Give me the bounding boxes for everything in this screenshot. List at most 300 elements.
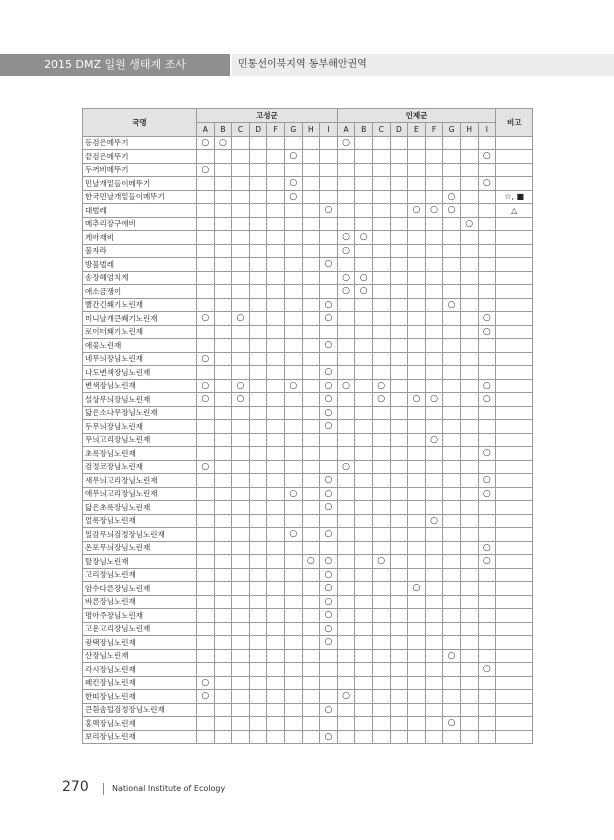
empty-cell (425, 177, 443, 191)
empty-cell (443, 582, 461, 596)
empty-cell (337, 649, 355, 663)
empty-cell (390, 420, 408, 434)
note-cell (496, 352, 533, 366)
presence-mark: ○ (478, 663, 496, 677)
note-cell (496, 393, 533, 407)
empty-cell (249, 150, 267, 164)
note-cell (496, 487, 533, 501)
species-name: 두무늬장님노린재 (83, 420, 197, 434)
footer-institute: National Institute of Ecology (112, 784, 226, 793)
species-name: 홍맥장님노린재 (83, 717, 197, 731)
empty-cell (267, 406, 285, 420)
presence-mark: ○ (320, 528, 338, 542)
empty-cell (249, 393, 267, 407)
empty-cell (460, 433, 478, 447)
empty-cell (284, 433, 302, 447)
empty-cell (320, 460, 338, 474)
empty-cell (443, 622, 461, 636)
empty-cell (302, 271, 320, 285)
empty-cell (408, 541, 426, 555)
empty-cell (460, 636, 478, 650)
note-cell (496, 150, 533, 164)
empty-cell (284, 649, 302, 663)
empty-cell (425, 298, 443, 312)
empty-cell (302, 136, 320, 150)
empty-cell (408, 150, 426, 164)
empty-cell (249, 136, 267, 150)
empty-cell (372, 136, 390, 150)
table-row (83, 352, 533, 366)
empty-cell (390, 217, 408, 231)
empty-cell (425, 595, 443, 609)
species-name: 게아재비 (83, 231, 197, 245)
empty-cell (302, 339, 320, 353)
empty-cell (232, 244, 250, 258)
empty-cell (197, 258, 215, 272)
empty-cell (232, 595, 250, 609)
empty-cell (337, 582, 355, 596)
empty-cell (460, 649, 478, 663)
empty-cell (337, 352, 355, 366)
empty-cell (390, 460, 408, 474)
empty-cell (249, 676, 267, 690)
empty-cell (337, 339, 355, 353)
presence-mark: ○ (197, 352, 215, 366)
species-name: 한국민날개밑들이메뚜기 (83, 190, 197, 204)
empty-cell (390, 649, 408, 663)
page-header-subtitle: 민통선이북지역 동부해안권역 (238, 59, 367, 70)
empty-cell (302, 541, 320, 555)
empty-cell (390, 406, 408, 420)
empty-cell (249, 163, 267, 177)
species-name: 닮은소나무장님노린재 (83, 406, 197, 420)
empty-cell (372, 366, 390, 380)
empty-cell (372, 298, 390, 312)
empty-cell (267, 460, 285, 474)
empty-cell (478, 298, 496, 312)
empty-cell (390, 501, 408, 515)
empty-cell (232, 541, 250, 555)
empty-cell (372, 568, 390, 582)
empty-cell (390, 609, 408, 623)
empty-cell (443, 406, 461, 420)
empty-cell (214, 231, 232, 245)
table-row (83, 433, 533, 447)
empty-cell (355, 636, 373, 650)
table-row (83, 150, 533, 164)
empty-cell (267, 690, 285, 704)
empty-cell (355, 609, 373, 623)
empty-cell (390, 231, 408, 245)
page-number: 270 (62, 779, 89, 795)
empty-cell (267, 595, 285, 609)
empty-cell (460, 406, 478, 420)
presence-mark: ○ (425, 393, 443, 407)
empty-cell (408, 622, 426, 636)
empty-cell (302, 393, 320, 407)
empty-cell (337, 717, 355, 731)
empty-cell (355, 393, 373, 407)
species-name: 암수다른장님노린재 (83, 582, 197, 596)
empty-cell (478, 460, 496, 474)
empty-cell (214, 690, 232, 704)
empty-cell (443, 514, 461, 528)
empty-cell (249, 474, 267, 488)
note-cell (496, 595, 533, 609)
empty-cell (372, 609, 390, 623)
empty-cell (460, 352, 478, 366)
empty-cell (284, 663, 302, 677)
table-row (83, 406, 533, 420)
empty-cell (302, 487, 320, 501)
site-header-inje-i: I (478, 123, 496, 137)
empty-cell (460, 379, 478, 393)
empty-cell (425, 528, 443, 542)
empty-cell (460, 298, 478, 312)
empty-cell (460, 528, 478, 542)
species-name: 탈장님노린재 (83, 555, 197, 569)
empty-cell (408, 325, 426, 339)
empty-cell (443, 352, 461, 366)
note-cell (496, 447, 533, 461)
empty-cell (232, 514, 250, 528)
empty-cell (197, 703, 215, 717)
empty-cell (214, 366, 232, 380)
empty-cell (267, 271, 285, 285)
presence-mark: ○ (320, 555, 338, 569)
presence-mark: ○ (320, 366, 338, 380)
empty-cell (355, 177, 373, 191)
empty-cell (443, 244, 461, 258)
empty-cell (197, 582, 215, 596)
presence-mark: ○ (284, 150, 302, 164)
note-cell (496, 298, 533, 312)
empty-cell (408, 298, 426, 312)
empty-cell (197, 555, 215, 569)
empty-cell (460, 663, 478, 677)
empty-cell (267, 366, 285, 380)
empty-cell (390, 352, 408, 366)
empty-cell (408, 690, 426, 704)
empty-cell (408, 271, 426, 285)
species-name: 애소금쟁이 (83, 285, 197, 299)
empty-cell (443, 150, 461, 164)
note-cell (496, 474, 533, 488)
note-cell (496, 541, 533, 555)
empty-cell (267, 352, 285, 366)
species-name: 방물벌레 (83, 258, 197, 272)
empty-cell (302, 595, 320, 609)
empty-cell (460, 555, 478, 569)
empty-cell (337, 541, 355, 555)
empty-cell (478, 609, 496, 623)
empty-cell (302, 474, 320, 488)
empty-cell (443, 528, 461, 542)
note-cell (496, 690, 533, 704)
empty-cell (478, 730, 496, 744)
empty-cell (232, 136, 250, 150)
empty-cell (460, 676, 478, 690)
note-cell (496, 258, 533, 272)
empty-cell (267, 231, 285, 245)
empty-cell (302, 420, 320, 434)
empty-cell (425, 379, 443, 393)
empty-cell (408, 244, 426, 258)
table-row (83, 676, 533, 690)
empty-cell (302, 663, 320, 677)
empty-cell (355, 568, 373, 582)
species-name: 나도변색장님노린재 (83, 366, 197, 380)
empty-cell (232, 433, 250, 447)
empty-cell (197, 298, 215, 312)
empty-cell (232, 649, 250, 663)
empty-cell (460, 514, 478, 528)
empty-cell (267, 555, 285, 569)
empty-cell (408, 703, 426, 717)
empty-cell (355, 433, 373, 447)
empty-cell (232, 622, 250, 636)
empty-cell (197, 447, 215, 461)
presence-mark: ○ (337, 271, 355, 285)
empty-cell (372, 514, 390, 528)
empty-cell (249, 595, 267, 609)
table-row (83, 595, 533, 609)
empty-cell (249, 420, 267, 434)
empty-cell (267, 217, 285, 231)
presence-mark: ○ (337, 136, 355, 150)
empty-cell (302, 177, 320, 191)
table-row (83, 690, 533, 704)
empty-cell (249, 730, 267, 744)
empty-cell (284, 501, 302, 515)
empty-cell (302, 514, 320, 528)
empty-cell (355, 717, 373, 731)
empty-cell (249, 271, 267, 285)
presence-mark: ○ (232, 393, 250, 407)
empty-cell (355, 420, 373, 434)
species-name: 미니날개큰쐐기노린재 (83, 312, 197, 326)
empty-cell (408, 379, 426, 393)
empty-cell (232, 609, 250, 623)
presence-mark: ○ (337, 244, 355, 258)
empty-cell (372, 312, 390, 326)
site-header-inje-g: G (443, 123, 461, 137)
empty-cell (390, 163, 408, 177)
empty-cell (355, 582, 373, 596)
empty-cell (408, 366, 426, 380)
empty-cell (232, 690, 250, 704)
empty-cell (425, 136, 443, 150)
empty-cell (443, 636, 461, 650)
presence-mark: ○ (478, 325, 496, 339)
empty-cell (267, 663, 285, 677)
empty-cell (460, 163, 478, 177)
empty-cell (232, 676, 250, 690)
presence-mark: ○ (197, 163, 215, 177)
empty-cell (284, 703, 302, 717)
empty-cell (214, 163, 232, 177)
empty-cell (408, 177, 426, 191)
site-header-inje-c: C (372, 123, 390, 137)
note-cell (496, 420, 533, 434)
empty-cell (408, 609, 426, 623)
empty-cell (302, 730, 320, 744)
empty-cell (478, 190, 496, 204)
empty-cell (478, 582, 496, 596)
empty-cell (249, 582, 267, 596)
table-row (83, 339, 533, 353)
empty-cell (390, 339, 408, 353)
empty-cell (425, 352, 443, 366)
species-name: 고리장님노린재 (83, 568, 197, 582)
species-name: 무늬고리장님노린재 (83, 433, 197, 447)
empty-cell (249, 231, 267, 245)
empty-cell (302, 366, 320, 380)
empty-cell (302, 433, 320, 447)
empty-cell (267, 244, 285, 258)
empty-cell (425, 217, 443, 231)
presence-mark: ○ (320, 420, 338, 434)
empty-cell (443, 379, 461, 393)
empty-cell (408, 717, 426, 731)
empty-cell (214, 595, 232, 609)
empty-cell (284, 312, 302, 326)
empty-cell (214, 177, 232, 191)
note-cell (496, 501, 533, 515)
empty-cell (372, 258, 390, 272)
empty-cell (390, 568, 408, 582)
empty-cell (320, 271, 338, 285)
empty-cell (355, 447, 373, 461)
presence-mark: ○ (372, 379, 390, 393)
species-name: 네무늬장님노린재 (83, 352, 197, 366)
empty-cell (390, 285, 408, 299)
table-row (83, 541, 533, 555)
empty-cell (214, 541, 232, 555)
empty-cell (355, 163, 373, 177)
empty-cell (337, 325, 355, 339)
empty-cell (267, 568, 285, 582)
empty-cell (197, 514, 215, 528)
note-cell (496, 312, 533, 326)
note-cell (496, 568, 533, 582)
empty-cell (302, 258, 320, 272)
presence-mark: ○ (443, 717, 461, 731)
empty-cell (302, 636, 320, 650)
empty-cell (197, 177, 215, 191)
empty-cell (425, 150, 443, 164)
empty-cell (443, 555, 461, 569)
empty-cell (320, 690, 338, 704)
empty-cell (302, 352, 320, 366)
species-name: 얼룩장님노린재 (83, 514, 197, 528)
presence-mark: ○ (320, 406, 338, 420)
empty-cell (478, 595, 496, 609)
empty-cell (460, 730, 478, 744)
empty-cell (267, 298, 285, 312)
empty-cell (320, 352, 338, 366)
note-cell (496, 609, 533, 623)
empty-cell (460, 609, 478, 623)
empty-cell (425, 703, 443, 717)
empty-cell (249, 636, 267, 650)
empty-cell (460, 501, 478, 515)
empty-cell (478, 163, 496, 177)
empty-cell (249, 528, 267, 542)
empty-cell (372, 244, 390, 258)
empty-cell (249, 541, 267, 555)
empty-cell (302, 163, 320, 177)
presence-mark: ○ (197, 690, 215, 704)
presence-mark: ○ (197, 136, 215, 150)
note-cell: △ (496, 204, 533, 218)
empty-cell (478, 366, 496, 380)
empty-cell (249, 352, 267, 366)
table-row (83, 163, 533, 177)
empty-cell (408, 501, 426, 515)
empty-cell (249, 339, 267, 353)
empty-cell (302, 406, 320, 420)
empty-cell (284, 717, 302, 731)
empty-cell (249, 285, 267, 299)
empty-cell (197, 663, 215, 677)
empty-cell (425, 285, 443, 299)
presence-mark: ○ (320, 595, 338, 609)
empty-cell (337, 474, 355, 488)
empty-cell (408, 258, 426, 272)
empty-cell (284, 609, 302, 623)
empty-cell (197, 649, 215, 663)
table-row (83, 663, 533, 677)
empty-cell (214, 352, 232, 366)
presence-mark: ○ (320, 487, 338, 501)
empty-cell (390, 582, 408, 596)
empty-cell (443, 568, 461, 582)
site-header-inje-b: B (355, 123, 373, 137)
empty-cell (390, 433, 408, 447)
note-cell (496, 717, 533, 731)
empty-cell (443, 433, 461, 447)
note-column-header: 비고 (496, 109, 533, 137)
empty-cell (425, 622, 443, 636)
empty-cell (372, 271, 390, 285)
empty-cell (232, 555, 250, 569)
empty-cell (197, 717, 215, 731)
empty-cell (214, 582, 232, 596)
empty-cell (197, 528, 215, 542)
empty-cell (390, 271, 408, 285)
species-name: 등검은메뚜기 (83, 136, 197, 150)
empty-cell (320, 325, 338, 339)
empty-cell (372, 622, 390, 636)
empty-cell (408, 676, 426, 690)
empty-cell (267, 717, 285, 731)
presence-mark: ○ (320, 393, 338, 407)
note-cell (496, 379, 533, 393)
table-row (83, 177, 533, 191)
empty-cell (443, 177, 461, 191)
empty-cell (390, 136, 408, 150)
empty-cell (408, 568, 426, 582)
empty-cell (478, 717, 496, 731)
empty-cell (443, 703, 461, 717)
note-cell (496, 325, 533, 339)
note-cell (496, 163, 533, 177)
presence-mark: ○ (408, 393, 426, 407)
empty-cell (372, 636, 390, 650)
empty-cell (443, 312, 461, 326)
empty-cell (249, 298, 267, 312)
